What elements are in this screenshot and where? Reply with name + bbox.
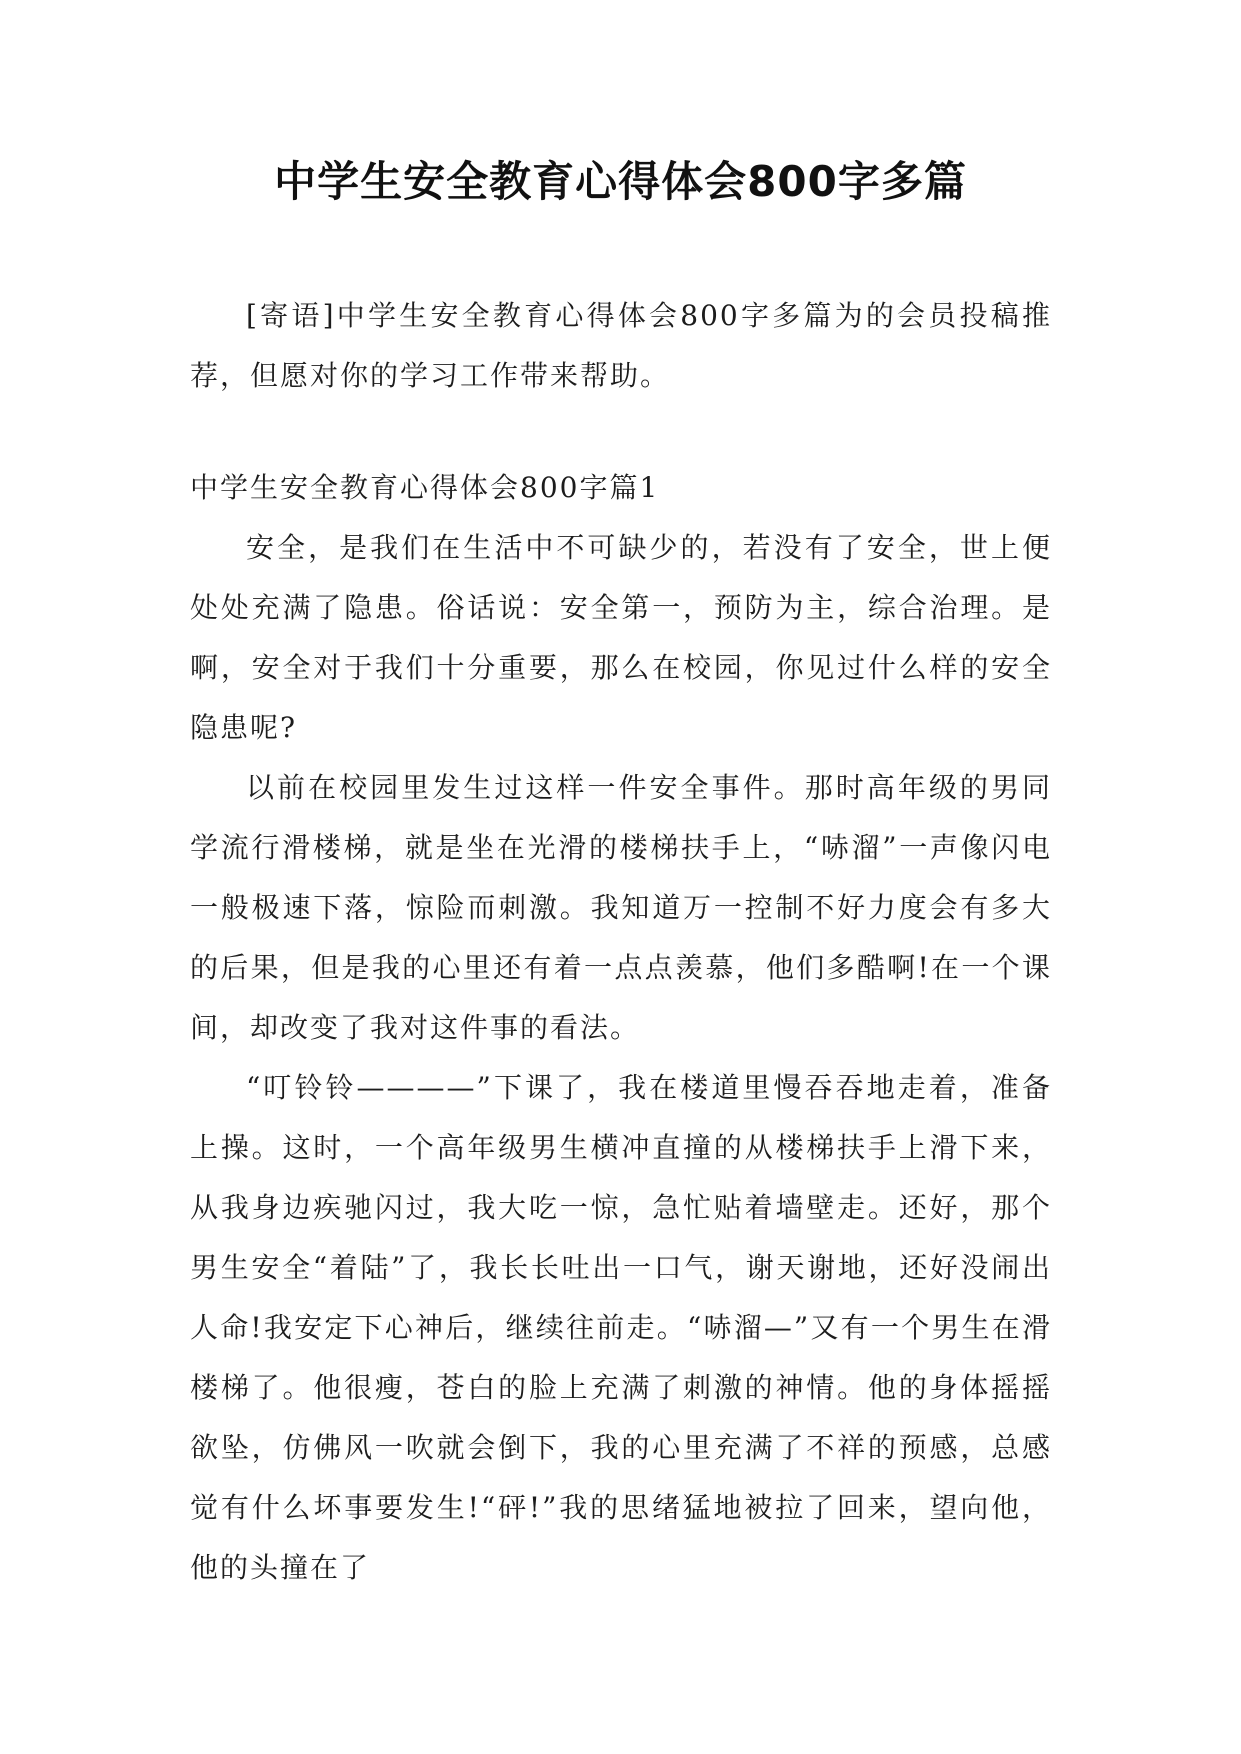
body-paragraph-1: 安全，是我们在生活中不可缺少的，若没有了安全，世上便处处充满了隐患。俗话说：安全第一，预防为主，综合治理。是啊，安全对于我们十分重要，那么在校园，你见过什么样的安全隐患呢?: [190, 531, 1052, 744]
body-paragraph-3: “叮铃铃————”下课了，我在楼道里慢吞吞地走着，准备上操。这时，一个高年级男生横冲直撞的从楼梯扶手上滑下来，从我身边疾驰闪过，我大吃一惊，急忙贴着墙壁走。还好，那个男生安全“着陆”了，我长长吐出一口气，谢天谢地，还好没闹出人命!我安定下心神后，继续往前走。“哧溜—”又有一个男生在滑楼梯了。他很瘦，苍白的脸上充满了刺激的神情。他的身体摇摇欲坠，仿佛风一吹就会倒下，我的心里充满了不祥的预感，总感觉有什么坏事要发生!“砰!”我的思绪猛地被拉了回来，望向他，他的头撞在了: [190, 1071, 1052, 1584]
body-paragraph-2: 以前在校园里发生过这样一件安全事件。那时高年级的男同学流行滑楼梯，就是坐在光滑的楼梯扶手上，“哧溜”一声像闪电一般极速下落，惊险而刺激。我知道万一控制不好力度会有多大的后果，但是我的心里还有着一点点羡慕，他们多酷啊!在一个课间，却改变了我对这件事的看法。: [190, 771, 1052, 1044]
intro-paragraph: [寄语]中学生安全教育心得体会800字多篇为的会员投稿推荐，但愿对你的学习工作带来帮助。: [190, 299, 1052, 392]
intro-block: [190, 286, 1052, 406]
document-title: 中学生安全教育心得体会800字多篇: [274, 157, 967, 206]
article-body: [190, 458, 1052, 1598]
section-heading: 中学生安全教育心得体会800字篇1: [190, 471, 660, 504]
